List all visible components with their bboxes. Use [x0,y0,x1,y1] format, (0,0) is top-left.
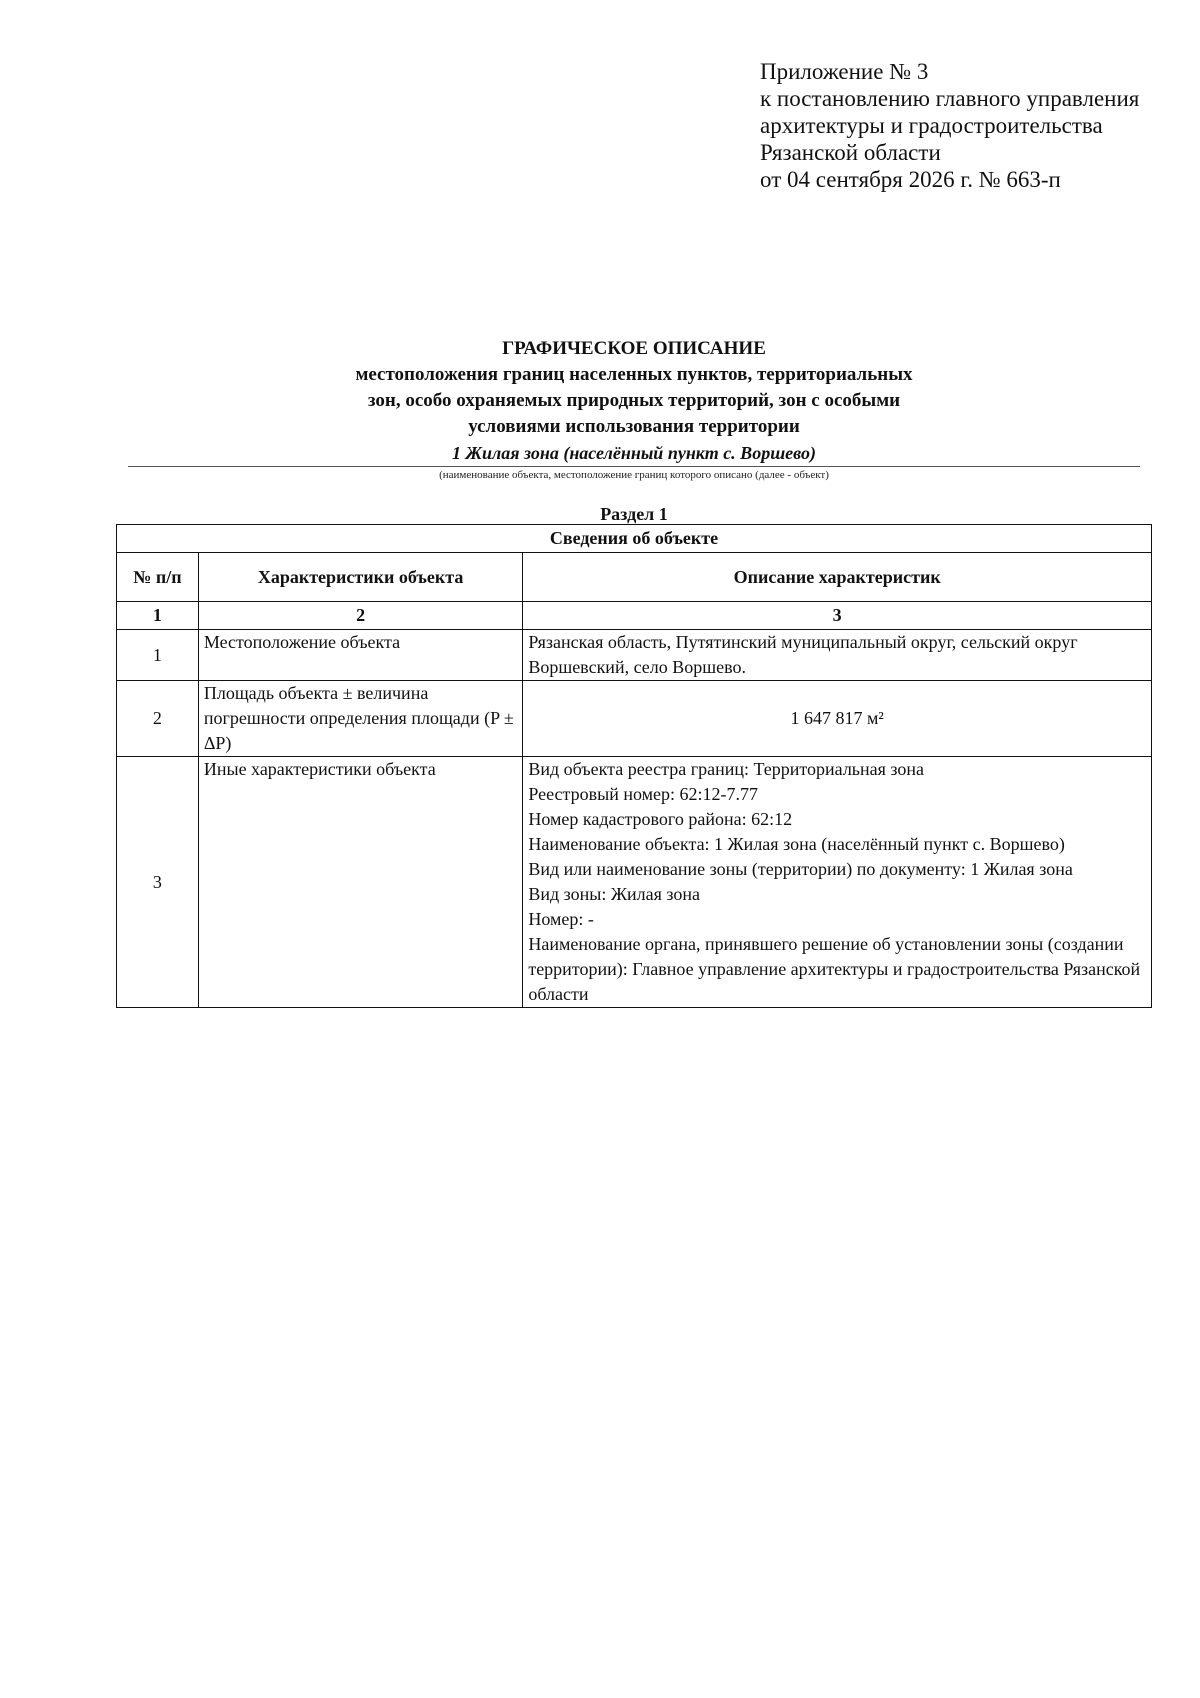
title-subline: зон, особо охраняемых природных территорий, зон с особыми [367,390,901,411]
header-line: Приложение № 3 [760,59,929,84]
header-line: архитектуры и градостроительства [760,113,1103,138]
object-name-caption: (наименование объекта, местоположение границ которого описано (далее - объект) [439,469,829,481]
column-number: 1 [117,602,199,630]
column-header-number: № п/п [117,553,199,602]
description-line: Реестровый номер: 62:12-7.77 [528,784,758,804]
description-line: Вид объекта реестра границ: Территориальная зона [528,759,925,779]
row-number: 1 [117,630,199,681]
row-description [523,681,1152,757]
row-characteristic: Местоположение объекта [198,630,522,681]
column-header-description: Описание характеристик [523,553,1152,602]
description-line: Вид или наименование зоны (территории) по документу: 1 Жилая зона [528,859,1073,879]
table-title: Сведения об объекте [117,525,1152,553]
description-line: 1 647 817 м² [790,708,884,728]
row-number: 2 [117,681,199,757]
table-row [117,681,1152,757]
row-number: 3 [117,757,199,1008]
section-title: Раздел 1 [600,504,668,524]
header-line: к постановлению главного управления [760,86,1140,111]
title-subline: местоположения границ населенных пунктов, территориальных [355,364,913,385]
description-line: Наименование объекта: 1 Жилая зона (населённый пункт с. Воршево) [528,834,1065,854]
description-line: Вид зоны: Жилая зона [528,884,700,904]
object-name: 1 Жилая зона (населённый пункт с. Воршево) [452,443,816,463]
header-line: Рязанской области [760,140,941,165]
appendix-header [760,58,1180,193]
table-row [117,630,1152,681]
column-number: 2 [198,602,522,630]
row-description [523,757,1152,1008]
row-description [523,630,1152,681]
column-header-characteristic: Характеристики объекта [198,553,522,602]
column-number: 3 [523,602,1152,630]
title-block [116,335,1152,464]
title-subline: условиями использования территории [468,416,800,437]
object-info-table [116,524,1152,1008]
document-title: ГРАФИЧЕСКОЕ ОПИСАНИЕ [502,338,766,359]
table-row [117,757,1152,1008]
row-characteristic: Площадь объекта ± величина погрешности определения площади (P ± ΔP) [198,681,522,757]
object-name-underline [128,466,1140,467]
row-characteristic: Иные характеристики объекта [198,757,522,1008]
description-line: Номер кадастрового района: 62:12 [528,809,793,829]
description-line: Рязанская область, Путятинский муниципальный округ, сельский округ Воршевский, село Воршево. [528,632,1078,677]
description-line: Наименование органа, принявшего решение об установлении зоны (создании территории): Главное управление архитектуры и градостроительства Рязанской области [528,934,1141,1004]
header-line: от 04 сентября 2026 г. № 663-п [760,167,1061,192]
description-line: Номер: - [528,909,594,929]
